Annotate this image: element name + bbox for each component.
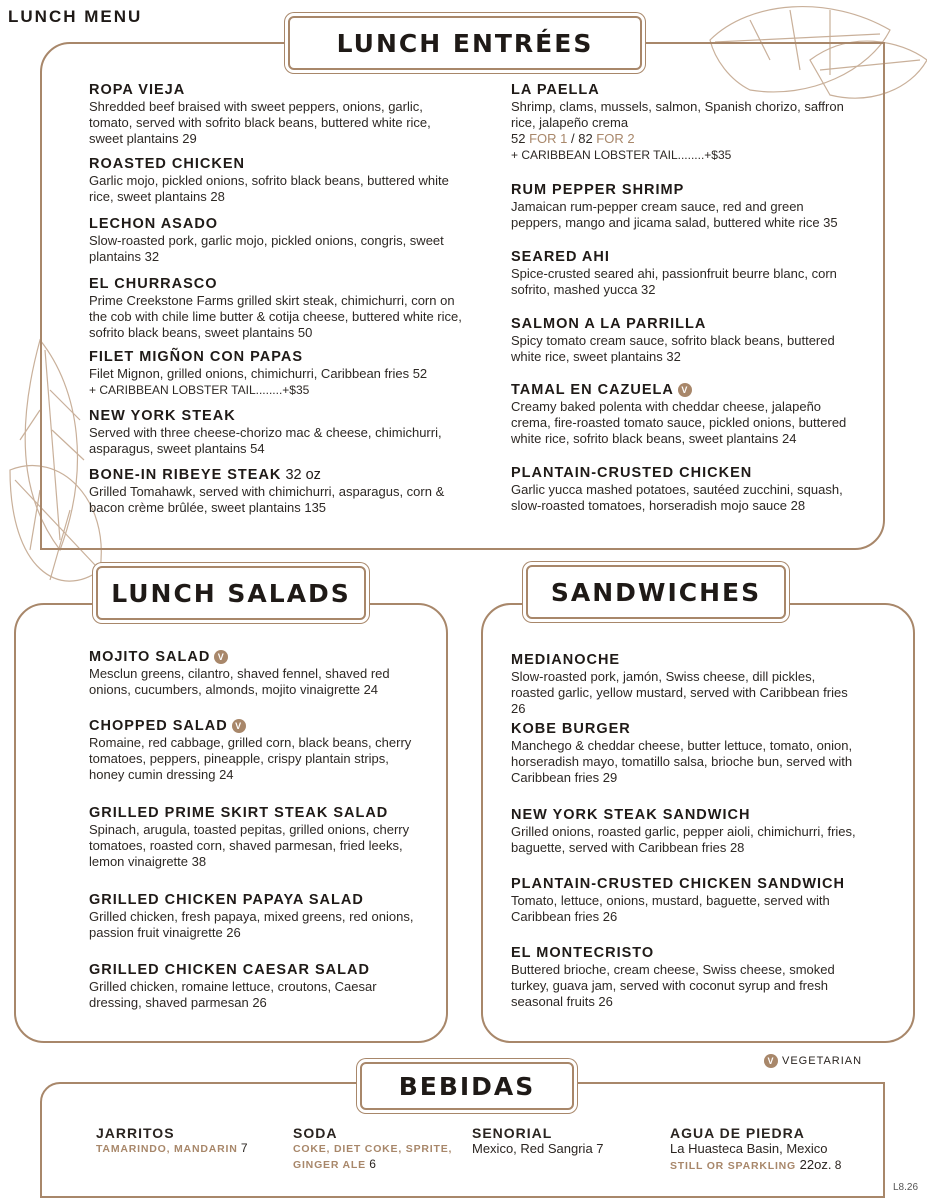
item-name-text: FILET MIGÑON CON PAPAS [89,349,303,365]
item-name-text: PLANTAIN-CRUSTED CHICKEN SANDWICH [511,876,845,892]
item-name [89,649,419,666]
item-name [511,807,856,824]
bebidas-heading-banner [360,1062,574,1110]
menu-item [89,718,419,783]
item-name-text: BONE-IN RIBEYE STEAK [89,467,282,483]
item-name-text: PLANTAIN-CRUSTED CHICKEN [511,465,753,481]
item-name [89,349,464,366]
item-name-text: LA PAELLA [511,82,600,98]
item-description: Creamy baked polenta with cheddar cheese, jalapeño crema, fire-roasted tomato sauce, pickled onions, buttered white rice, sofrito black beans, sweet plantains 24 [511,399,847,446]
menu-item [89,962,419,1011]
vegetarian-icon: V [232,719,246,733]
beverage-size: 22oz. [796,1157,832,1172]
bebidas-heading: BEBIDAS [398,1071,536,1101]
beverage-line-1 [293,1141,452,1157]
entrees-heading-banner [288,16,642,70]
item-description: Slow-roasted pork, garlic mojo, pickled onions, congris, sweet plantains 32 [89,233,444,264]
item-name-text: TAMAL EN CAZUELA [511,382,674,398]
vegetarian-label: VEGETARIAN [782,1054,863,1067]
menu-item [511,945,856,1010]
beverage-item [472,1125,604,1157]
sandwiches-heading-banner [526,565,786,619]
item-description: Garlic yucca mashed potatoes, sautéed zucchini, squash, slow-roasted tomatoes, horseradish mojo sauce 28 [511,482,843,513]
menu-item [89,156,464,205]
beverage-line-1 [670,1141,841,1157]
item-name [89,718,419,735]
menu-item [511,876,856,925]
beverage-price: 7 [237,1141,248,1155]
vegetarian-icon: V [764,1054,778,1068]
menu-item [89,408,464,457]
price-1: 52 [511,131,526,146]
beverage-name: SENORIAL [472,1125,553,1141]
entrees-heading: LUNCH ENTRÉES [336,28,594,58]
beverage-description: Mexico, Red Sangria 7 [472,1141,604,1156]
item-description: Shredded beef braised with sweet peppers, onions, garlic, tomato, served with sofrito black beans, buttered white rice, sweet plantains 29 [89,99,431,146]
item-name-text: KOBE BURGER [511,721,631,737]
item-description: Buttered brioche, cream cheese, Swiss cheese, smoked turkey, guava jam, served with coconut syrup and fresh seasonal fruits 26 [511,962,835,1009]
beverage-price: 6 [365,1157,376,1171]
item-name [89,962,419,979]
menu-item [89,467,464,516]
item-name-text: MOJITO SALAD [89,649,211,665]
item-description: Spicy tomato cream sauce, sofrito black beans, buttered white rice, sweet plantains 32 [511,333,835,364]
item-description: Grilled chicken, fresh papaya, mixed greens, red onions, passion fruit vinaigrette 26 [89,909,414,940]
item-name [511,652,856,669]
item-name-text: RUM PEPPER SHRIMP [511,182,685,198]
item-name [511,249,856,266]
price-2-label: FOR 2 [592,131,635,146]
item-addon: + CARIBBEAN LOBSTER TAIL........+$35 [89,383,310,397]
menu-code: L8.26 [893,1182,919,1193]
item-description: Shrimp, clams, mussels, salmon, Spanish chorizo, saffron rice, jalapeño crema [511,99,844,130]
item-name [89,216,464,233]
menu-item [511,316,856,365]
item-description: Mesclun greens, cilantro, shaved fennel, shaved red onions, cucumbers, almonds, mojito vinaigrette 24 [89,666,390,697]
beverage-line-2 [670,1157,841,1174]
vegetarian-icon: V [214,650,228,664]
item-name-text: GRILLED PRIME SKIRT STEAK SALAD [89,805,389,821]
sandwiches-heading: SANDWICHES [550,577,762,607]
beverage-options: GINGER ALE [293,1159,366,1171]
item-name-text: SEARED AHI [511,249,610,265]
item-name [511,945,856,962]
item-name-text: GRILLED CHICKEN PAPAYA SALAD [89,892,364,908]
item-description: Slow-roasted pork, jamón, Swiss cheese, dill pickles, roasted garlic, yellow mustard, served with Caribbean fries 26 [511,669,848,716]
menu-item [511,82,856,163]
item-name [89,82,464,99]
item-name [511,721,856,738]
beverage-options: COKE, DIET COKE, SPRITE, [293,1143,453,1155]
item-description: Prime Creekstone Farms grilled skirt steak, chimichurri, corn on the cob with chile lime butter & cotija cheese, buttered white rice, sofrito black beans, sweet plantains 50 [89,293,462,340]
price-2: 82 [578,131,593,146]
item-name-size: 32 oz [281,467,321,483]
item-description: Grilled Tomahawk, served with chimichurri, asparagus, corn & bacon crème brûlée, sweet plantains 135 [89,484,445,515]
item-description: Filet Mignon, grilled onions, chimichurri, Caribbean fries 52 [89,366,428,381]
item-name [89,467,464,484]
beverage-item [293,1125,452,1173]
item-name-text: NEW YORK STEAK SANDWICH [511,807,751,823]
beverage-line-1 [96,1141,248,1157]
item-name-text: SALMON A LA PARRILLA [511,316,707,332]
salads-heading-banner [96,566,366,620]
item-name-text: NEW YORK STEAK [89,408,236,424]
item-description: Spinach, arugula, toasted pepitas, grilled onions, cherry tomatoes, roasted corn, shaved parmesan, fried leeks, lemon vinaigrette 38 [89,822,410,869]
beverage-line-1 [472,1141,604,1157]
beverage-name: JARRITOS [96,1125,175,1141]
item-name-text: MEDIANOCHE [511,652,621,668]
beverage-description: La Huasteca Basin, Mexico [670,1141,828,1156]
item-name-text: GRILLED CHICKEN CAESAR SALAD [89,962,370,978]
item-name [89,892,419,909]
item-name [511,82,856,99]
item-name-text: ROPA VIEJA [89,82,186,98]
menu-item [89,216,464,265]
beverage-options: STILL OR SPARKLING [670,1160,797,1172]
item-description: Tomato, lettuce, onions, mustard, baguette, served with Caribbean fries 26 [511,893,830,924]
item-description: Served with three cheese-chorizo mac & cheese, chimichurri, asparagus, sweet plantains 54 [89,425,442,456]
beverage-options: TAMARINDO, MANDARIN [96,1143,238,1155]
beverage-price: 8 [831,1158,842,1172]
item-name-text: EL CHURRASCO [89,276,218,292]
beverage-name: AGUA DE PIEDRA [670,1125,805,1141]
menu-item [511,182,856,231]
page-title: LUNCH MENU [8,7,143,26]
menu-item [89,276,464,341]
menu-item [89,82,464,147]
item-description: Grilled chicken, romaine lettuce, croutons, Caesar dressing, shaved parmesan 26 [89,979,377,1010]
item-price-line [511,131,856,147]
menu-item [511,465,856,514]
item-name [511,465,856,482]
item-description: Jamaican rum-pepper cream sauce, red and green peppers, mango and jicama salad, buttered white rice 35 [511,199,838,230]
item-description: Manchego & cheddar cheese, butter lettuce, tomato, onion, horseradish mayo, tomatillo salsa, brioche bun, served with Caribbean fries 29 [511,738,853,785]
beverage-item [96,1125,248,1157]
item-name [511,316,856,333]
item-name [89,276,464,293]
menu-item [511,807,856,856]
vegetarian-icon: V [678,383,692,397]
menu-item [511,249,856,298]
item-name-text: EL MONTECRISTO [511,945,655,961]
item-name [89,156,464,173]
menu-item [511,652,856,717]
price-1-label: FOR 1 [525,131,568,146]
item-name-text: ROASTED CHICKEN [89,156,245,172]
item-description: Spice-crusted seared ahi, passionfruit beurre blanc, corn sofrito, mashed yucca 32 [511,266,837,297]
item-name [511,182,856,199]
item-description: Garlic mojo, pickled onions, sofrito black beans, buttered white rice, sweet plantains 28 [89,173,449,204]
item-addon: + CARIBBEAN LOBSTER TAIL........+$35 [511,148,732,162]
menu-item [89,805,419,870]
item-name [511,876,856,893]
vegetarian-legend [764,1054,862,1068]
beverage-item [670,1125,841,1174]
beverage-line-2 [293,1157,452,1173]
item-name-text: CHOPPED SALAD [89,718,228,734]
menu-item [89,892,419,941]
item-name-text: LECHON ASADO [89,216,219,232]
item-description: Romaine, red cabbage, grilled corn, black beans, cherry tomatoes, peppers, pineapple, crispy plantain strips, honey cumin dressing 24 [89,735,412,782]
item-name [89,805,419,822]
salads-heading: LUNCH SALADS [111,578,351,608]
item-description: Grilled onions, roasted garlic, pepper aioli, chimichurri, fries, baguette, served with Caribbean fries 28 [511,824,856,855]
item-name [511,382,856,399]
menu-item [89,349,464,398]
menu-item [511,382,856,447]
menu-item [511,721,856,786]
price-separator: / [567,131,579,146]
menu-item [89,649,419,698]
item-name [89,408,464,425]
beverage-name: SODA [293,1125,338,1141]
